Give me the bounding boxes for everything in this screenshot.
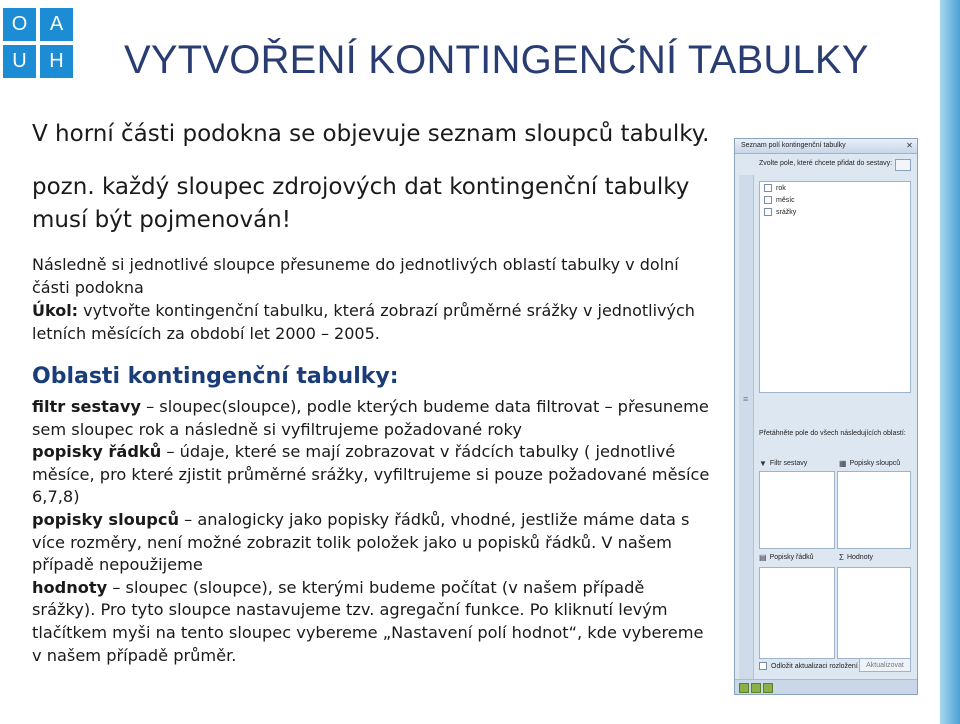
defer-checkbox[interactable] <box>759 662 767 670</box>
filter-icon: ▼ <box>759 459 767 468</box>
pivot-field-list-panel <box>734 138 918 695</box>
term-cols: popisky sloupců <box>32 509 179 529</box>
view-icon[interactable] <box>739 683 749 693</box>
field-item[interactable] <box>760 194 910 206</box>
status-icons <box>739 683 773 693</box>
task-body: vytvořte kontingenční tabulku, která zobrazí průměrné srážky v jednotlivých letních měsících za období let 2000 – 2005. <box>32 301 695 343</box>
area-label-filter <box>759 459 807 468</box>
view-icon[interactable] <box>763 683 773 693</box>
panel-title: Seznam polí kontingenční tabulky <box>741 142 846 149</box>
rows-icon: ▤ <box>759 553 767 562</box>
columns-icon: ▦ <box>839 459 847 468</box>
panel-sidebar <box>739 175 754 685</box>
logo-letter: A <box>40 8 73 41</box>
term-rows: popisky řádků <box>32 442 162 462</box>
logo-letter: H <box>40 45 73 78</box>
field-checkbox[interactable] <box>764 196 772 204</box>
values-drop-area[interactable] <box>837 567 911 659</box>
task-text <box>32 299 712 345</box>
columns-drop-area[interactable] <box>837 471 911 549</box>
field-label: srážky <box>776 208 797 216</box>
panel-header <box>735 139 917 154</box>
desc-rows: – údaje, které se mají zobrazovat v řádcích tabulky ( jednotlivé měsíce, pro které zjistit průměrné srážky, vyfiltrujeme si pouze požadované měsíce 6,7,8) <box>32 442 710 507</box>
move-instruction: Následně si jednotlivé sloupce přesuneme do jednotlivých oblastí tabulky v dolní části podokna <box>32 255 679 297</box>
area-label-text: Popisky sloupců <box>849 460 901 467</box>
logo <box>0 0 78 78</box>
intro-text: V horní části podokna se objevuje seznam sloupců tabulky. <box>32 121 710 147</box>
sigma-icon: Σ <box>839 553 844 562</box>
drag-instruction: Přetáhněte pole do všech následujících oblastí: <box>759 430 906 437</box>
areas-heading: Oblasti kontingenční tabulky: <box>32 364 399 389</box>
task-label: Úkol: <box>32 301 79 320</box>
slide-content <box>32 118 712 667</box>
desc-values: – sloupec (sloupce), se kterými budeme počítat (v našem případě srážky). Pro tyto sloupce nastavujeme tzv. agregační funkce. Po kliknutí levým tlačítkem myši na tento sloupec vybereme „Nastavení polí hodnot“, kde vybereme v našem případě průměr. <box>32 577 704 665</box>
field-label: rok <box>776 184 786 192</box>
splitter-handle[interactable]: ≡ <box>743 394 749 404</box>
decorative-stripe <box>940 0 960 724</box>
desc-cols: – analogicky jako popisky řádků, vhodné, jestliže máme data s více rozměry, není možné zobrazit tolik položek jako u popisků řádků. V našem případě nepoužijeme <box>32 509 690 575</box>
close-icon[interactable]: ✕ <box>906 141 913 150</box>
field-list <box>759 181 911 393</box>
defer-update-option[interactable] <box>759 662 858 670</box>
field-instruction: Zvolte pole, které chcete přidat do sestavy: <box>759 160 893 167</box>
rows-drop-area[interactable] <box>759 567 835 659</box>
field-item[interactable] <box>760 206 910 218</box>
field-item[interactable] <box>760 182 910 194</box>
desc-filter: – sloupec(sloupce), podle kterých budeme data filtrovat – přesuneme sem sloupec rok a následně si vyfiltrujeme požadované roky <box>32 397 709 439</box>
view-icon[interactable] <box>751 683 761 693</box>
area-label-text: Filtr sestavy <box>769 460 808 467</box>
update-button[interactable]: Aktualizovat <box>859 658 911 672</box>
panel-footer <box>735 679 917 694</box>
field-checkbox[interactable] <box>764 208 772 216</box>
layout-settings-button[interactable] <box>895 159 911 171</box>
term-values: hodnoty <box>32 577 108 597</box>
area-label-values <box>839 553 873 562</box>
logo-letter: U <box>3 45 36 78</box>
areas-description <box>32 396 712 667</box>
defer-label: Odložit aktualizaci rozložení <box>771 662 858 670</box>
filter-drop-area[interactable] <box>759 471 835 549</box>
logo-letter: O <box>3 8 36 41</box>
field-label: měsíc <box>776 196 795 204</box>
field-checkbox[interactable] <box>764 184 772 192</box>
area-label-columns <box>839 459 900 468</box>
note-text: pozn. každý sloupec zdrojových dat kontingenční tabulky musí být pojmenován! <box>32 174 690 233</box>
page-title: VYTVOŘENÍ KONTINGENČNÍ TABULKY <box>124 38 869 82</box>
area-label-rows <box>759 553 814 562</box>
area-label-text: Popisky řádků <box>769 554 814 561</box>
term-filter: filtr sestavy <box>32 397 141 416</box>
area-label-text: Hodnoty <box>846 554 874 561</box>
